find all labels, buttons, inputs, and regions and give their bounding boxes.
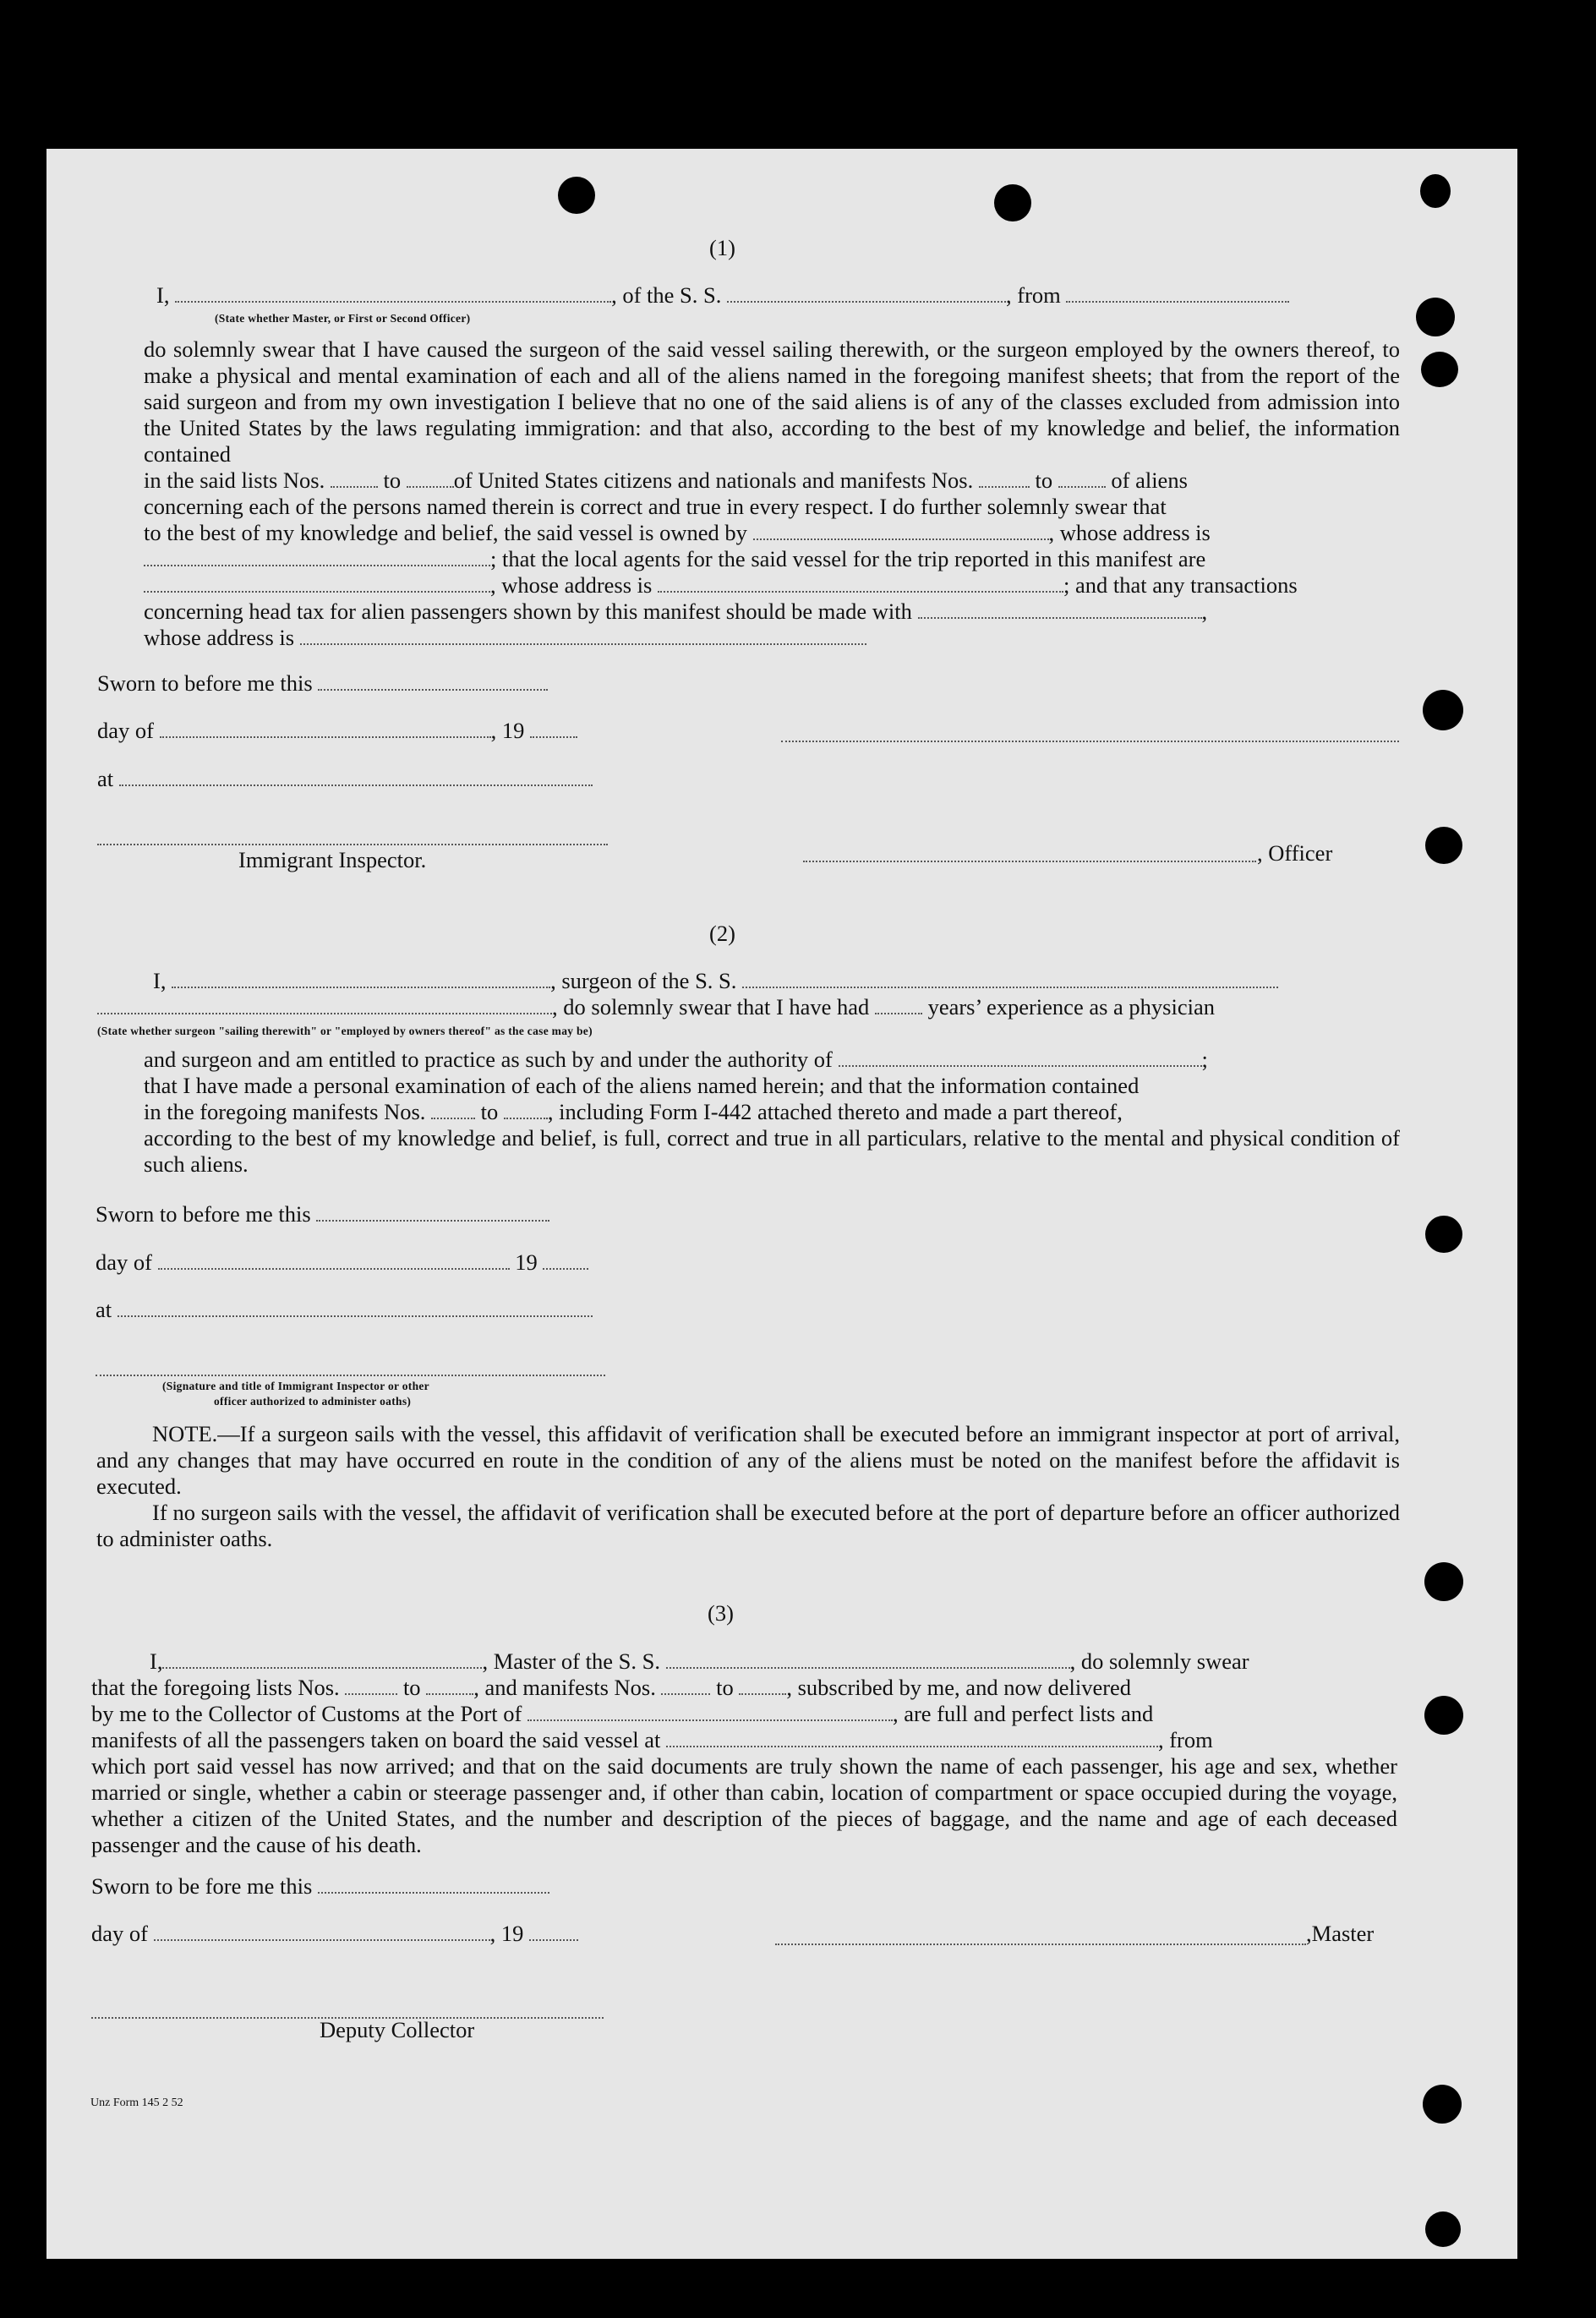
place-line: [96, 1297, 593, 1323]
manifest-no-from-field[interactable]: [431, 1118, 475, 1119]
date-line: [91, 1921, 578, 1947]
year-field[interactable]: [530, 736, 577, 738]
deputy-collector-label: Deputy Collector: [320, 2017, 475, 2042]
sworn-day-field[interactable]: [318, 689, 548, 691]
officer-name-sign-field[interactable]: [803, 861, 1256, 862]
form-page: [46, 149, 1517, 2259]
manifest-no-to-field[interactable]: [739, 1693, 786, 1695]
oath-text: to: [383, 467, 402, 493]
owner-address-field[interactable]: [144, 565, 490, 566]
officer-name-field[interactable]: [175, 301, 611, 303]
oath-text: , and manifests Nos.: [473, 1675, 656, 1700]
oath-text: Sworn to before me this: [96, 1201, 311, 1227]
officer-signature-field[interactable]: [781, 741, 1399, 742]
oath-text: , do solemnly swear that I have had: [552, 994, 870, 1020]
year-field[interactable]: [529, 1939, 578, 1941]
oath-text: Sworn to before me this: [97, 670, 313, 696]
oath-text: , from: [1006, 282, 1061, 308]
officer-label: , Officer: [1257, 840, 1333, 866]
section-number: (1): [709, 235, 735, 260]
oath-text: concerning head tax for alien passengers shown by this manifest should be made with: [144, 599, 912, 624]
agents-address-field[interactable]: [658, 591, 1063, 593]
oath-text: , whose address is: [1048, 520, 1211, 545]
oath-text: to: [716, 1675, 734, 1700]
oath-text: manifests of all the passengers taken on board the said vessel at: [91, 1727, 661, 1752]
oath-paragraph: which port said vessel has now arrived; and that on the said documents are truly shown the name of each passenger, his age and sex, whether married or single, whether a cabin or steerage passenger and, if other than cabin, location of compartment or space occupied during the voyage, whether a citizen of the United States, and the number and description of the pieces of baggage, and the name and age of each deceased passenger and the cause of his death.: [91, 1753, 1397, 1857]
manifest-no-from-field[interactable]: [979, 486, 1030, 488]
section-number: (2): [709, 921, 735, 946]
owner-line: [144, 520, 1400, 546]
vessel-name-field[interactable]: [727, 301, 1006, 303]
lists-line: [144, 467, 1400, 494]
vessel-name-field[interactable]: [742, 987, 1278, 988]
oath-text: ;: [1201, 1047, 1208, 1072]
month-field[interactable]: [160, 736, 491, 738]
manifest-no-to-field[interactable]: [504, 1118, 548, 1119]
month-field[interactable]: [158, 1268, 510, 1270]
sworn-line: [97, 670, 548, 697]
oath-text: , including Form I-442 attached thereto and made a part thereof,: [547, 1099, 1123, 1124]
oath-paragraph: according to the best of my knowledge and belief, is full, correct and true in all particulars, relative to the mental and physical condition of such aliens.: [144, 1125, 1400, 1177]
oath-text: ; and that any transactions: [1063, 572, 1298, 598]
field-caption: (State whether surgeon "sailing therewith" or "employed by owners thereof" as the case may be): [97, 1025, 593, 1037]
surgeon-line: [153, 968, 1278, 994]
oath-text: to the best of my knowledge and belief, the said vessel is owned by: [144, 520, 747, 545]
oath-text: Sworn to be fore me this: [91, 1873, 313, 1899]
oath-text: at: [97, 766, 114, 791]
authority-field[interactable]: [839, 1065, 1202, 1067]
oath-text: , are full and perfect lists and: [892, 1701, 1154, 1726]
experience-line: [97, 994, 1215, 1020]
place-field[interactable]: [119, 785, 593, 786]
sworn-line: [96, 1201, 549, 1227]
month-field[interactable]: [154, 1939, 490, 1941]
agents-field[interactable]: [144, 591, 490, 593]
master-label: ,Master: [1306, 1921, 1375, 1946]
oath-text: , from: [1157, 1727, 1213, 1752]
head-tax-address-line: [144, 625, 1400, 651]
oath-text: ; that the local agents for the said vessel for the trip reported in this manifest are: [490, 546, 1206, 571]
oath-text: I,: [156, 282, 170, 308]
punch-hole: [1416, 298, 1455, 336]
section-number: (3): [708, 1600, 734, 1626]
surgeon-name-field[interactable]: [172, 987, 550, 988]
oath-text: in the foregoing manifests Nos.: [144, 1099, 426, 1124]
punch-hole: [1424, 1562, 1463, 1601]
oath-text: day of: [97, 718, 154, 743]
vessel-name-field[interactable]: [666, 1667, 1070, 1669]
oath-text: ,: [1201, 599, 1208, 624]
date-line: [96, 1249, 588, 1276]
owner-field[interactable]: [753, 538, 1049, 540]
note-paragraph: If no surgeon sails with the vessel, the affidavit of verification shall be executed before at the port of departure before an officer authorized to administer oaths.: [96, 1500, 1400, 1551]
punch-hole: [1420, 174, 1451, 208]
form-number: Unz Form 145 2 52: [90, 2097, 183, 2109]
list-no-to-field[interactable]: [426, 1693, 473, 1695]
oath-text: in the said lists Nos.: [144, 467, 325, 493]
punch-hole: [1425, 827, 1462, 864]
oath-text: , Master of the S. S.: [482, 1648, 660, 1674]
manifest-no-to-field[interactable]: [1058, 486, 1106, 488]
punch-hole: [1423, 690, 1463, 730]
oath-text: and surgeon and am entitled to practice as such by and under the authority of: [144, 1047, 833, 1072]
signature-caption: officer authorized to administer oaths): [214, 1395, 412, 1408]
oath-line: [156, 282, 1289, 309]
authority-line: [144, 1047, 1400, 1073]
inspector-label: Immigrant Inspector.: [238, 847, 427, 872]
oath-text: I,: [150, 1648, 163, 1674]
sworn-day-field[interactable]: [316, 1220, 549, 1222]
oath-paragraph: concerning each of the persons named therein is correct and true in every respect. I do further solemnly swear that: [144, 494, 1167, 519]
list-no-to-field[interactable]: [407, 486, 454, 488]
port-line: [91, 1701, 1397, 1727]
oath-text: by me to the Collector of Customs at the Port of: [91, 1701, 522, 1726]
signature-caption: (Signature and title of Immigrant Inspector or other: [162, 1380, 429, 1392]
oath-text: of United States citizens and nationals and manifests Nos.: [453, 467, 974, 493]
punch-hole: [994, 184, 1031, 221]
sworn-day-field[interactable]: [318, 1892, 549, 1894]
date-line: [97, 718, 577, 744]
agents-address-line: [144, 572, 1400, 599]
agents-line: [144, 546, 1400, 572]
oath-text: , surgeon of the S. S.: [550, 968, 737, 993]
oath-text: , of the S. S.: [611, 282, 722, 308]
sworn-line: [91, 1873, 549, 1900]
punch-hole: [1421, 352, 1458, 387]
port-field[interactable]: [527, 1719, 893, 1721]
field-caption: (State whether Master, or First or Second Officer): [215, 312, 471, 325]
punch-hole: [1424, 1696, 1463, 1735]
master-line: [91, 1648, 1397, 1675]
oath-text: whose address is: [144, 625, 295, 650]
inspector-signature-field[interactable]: [97, 844, 608, 845]
embark-line: [91, 1727, 1397, 1753]
oath-text: that the foregoing lists Nos.: [91, 1675, 340, 1700]
years-field[interactable]: [875, 1013, 922, 1014]
embark-port-field[interactable]: [666, 1746, 1158, 1747]
list-no-from-field[interactable]: [345, 1693, 397, 1695]
oath-paragraph: do solemnly swear that I have caused the surgeon of the said vessel sailing therewith, or the surgeon employed by the owners thereof, to make a physical and mental examination of each and all of the aliens named in the foregoing manifest sheets; that from the report of the said surgeon and from my own investigation I believe that no one of the said aliens is of any of the classes excluded from admission into the United States by the laws regulating immigration: and that also, according to the best of my knowledge and belief, the information contained: [144, 336, 1400, 467]
oath-text: , whose address is: [490, 572, 653, 598]
manifests-line: [144, 1099, 1400, 1125]
place-line: [97, 766, 593, 792]
master-name-field[interactable]: [162, 1667, 482, 1669]
oath-text: , subscribed by me, and now delivered: [786, 1675, 1132, 1700]
oath-text: , 19: [489, 1921, 524, 1946]
oath-text: of aliens: [1111, 467, 1188, 493]
lists-line: [91, 1675, 1397, 1701]
oath-text: to: [1035, 467, 1053, 493]
oath-text: day of: [96, 1249, 152, 1275]
surgeon-status-field[interactable]: [97, 1013, 552, 1014]
note-paragraph: NOTE.—If a surgeon sails with the vessel, this affidavit of verification shall be executed before an immigrant inspector at port of arrival, and any changes that may have occurred en route in the condition of any of the aliens must be noted on the manifest before the affidavit is executed.: [96, 1421, 1400, 1499]
punch-hole: [1425, 2211, 1461, 2247]
from-port-field[interactable]: [1066, 301, 1289, 303]
punch-hole: [1425, 1216, 1462, 1253]
oath-paragraph: that I have made a personal examination of each of the aliens named herein; and that the information contained: [144, 1073, 1140, 1098]
year-field[interactable]: [543, 1268, 588, 1270]
oath-text: day of: [91, 1921, 148, 1946]
oath-text: 19: [515, 1249, 538, 1275]
manifest-no-from-field[interactable]: [661, 1693, 710, 1695]
oath-text: , 19: [490, 718, 525, 743]
head-tax-line: [144, 599, 1400, 625]
oath-text: , do solemnly swear: [1069, 1648, 1249, 1674]
place-field[interactable]: [118, 1315, 593, 1317]
oath-text: at: [96, 1297, 112, 1322]
oath-text: years’ experience as a physician: [927, 994, 1215, 1020]
list-no-from-field[interactable]: [331, 486, 378, 488]
oath-text: to: [402, 1675, 421, 1700]
head-tax-party-field[interactable]: [918, 617, 1202, 619]
inspector-signature-field[interactable]: [96, 1375, 605, 1376]
head-tax-address-field[interactable]: [300, 643, 866, 645]
punch-hole: [558, 177, 595, 214]
oath-text: I,: [153, 968, 167, 993]
punch-hole: [1423, 2085, 1462, 2124]
master-signature-field[interactable]: [775, 1944, 1306, 1945]
oath-text: to: [480, 1099, 499, 1124]
